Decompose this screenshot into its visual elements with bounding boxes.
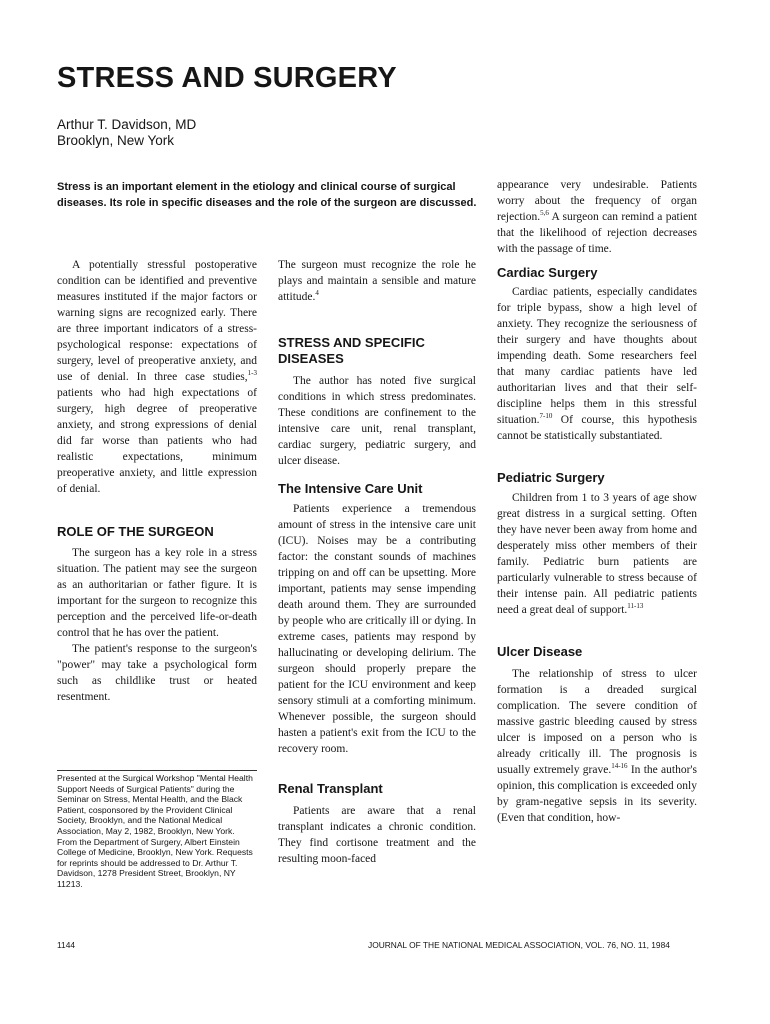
specific-paragraph: The author has noted five surgical conditions in which stress predominates. These conditions are confinement to the intensive care unit, renal transplant, cardiac surgery, pediatric surgery, and ulcer disease. xyxy=(278,375,476,467)
role-paragraph-1: The surgeon has a key role in a stress situation. The patient may see the surgeon as an authoritarian or father figure. It is important for the surgeon to recognize this perception and the perceived life-or-death control that he has over the patient. xyxy=(57,547,257,639)
citation: 7-10 xyxy=(539,412,553,421)
citation: 1-3 xyxy=(247,369,257,378)
column-3 xyxy=(497,177,697,826)
pediatric-paragraph: Children from 1 to 3 years of age show great distress in a surgical setting. Often they have never been away from home and desperately miss other members of their family. Pediatric burn patients are particularly vulnerable to stress because of their intense pain. All pediatric patients need a great deal of support.$^{11-13}$ xyxy=(497,492,697,616)
intro-paragraph: A potentially stressful postoperative condition can be identified and preventive measures instituted if the major factors or warning signs are recognized early. There are three important indicators of a stress-psychological response: expectations of surgery, level of preoperative anxiety, and use of denial. In three case studies,$^{1-3}$ patients who had high expectations of surgery, high degree of preoperative anxiety, and strong expressions of denial did far worse than patients who had realistic expectations, minimum preoperative anxiety, and little expression of denial. xyxy=(57,259,257,495)
section-heading-role: ROLE OF THE SURGEON xyxy=(57,524,214,539)
column-2 xyxy=(278,257,476,867)
subheading-cardiac: Cardiac Surgery xyxy=(497,265,598,280)
renal-continued-paragraph: appearance very undesirable. Patients worry about the frequency of organ rejection.$^{5,6}$ A surgeon can remind a patient that the likelihood of rejection decreases with the passage of time. xyxy=(497,179,697,255)
subheading-pediatric: Pediatric Surgery xyxy=(497,470,605,485)
journal-footer: JOURNAL OF THE NATIONAL MEDICAL ASSOCIATION, VOL. 76, NO. 11, 1984 xyxy=(368,940,670,950)
citation: 4 xyxy=(315,289,319,298)
icu-paragraph: Patients experience a tremendous amount of stress in the intensive care unit (ICU). Noises may be a contributing factor: the constant sounds of machines tripping on and off can be upsetting. More important, patients may sense impending death around them. They are surrounded by people who are critically ill or dying. In extreme cases, patients may respond by hallucinating or developing delirium. The surgeon should properly prepare the patient for the ICU environment and keep sensory stimuli at a comforting minimum. Whenever possible, the surgeon should hasten a patient's exit from the ICU to the recovery room. xyxy=(278,503,476,755)
continued-paragraph: The surgeon must recognize the role he plays and maintain a sensible and mature attitude.$^4$ xyxy=(278,259,476,303)
section-heading-specific-diseases: STRESS AND SPECIFIC DISEASES xyxy=(278,335,425,366)
author-location: Brooklyn, New York xyxy=(57,133,175,148)
article-title: STRESS AND SURGERY xyxy=(57,62,397,94)
page-number: 1144 xyxy=(57,940,76,950)
author-name: Arthur T. Davidson, MD xyxy=(57,117,197,132)
abstract: Stress is an important element in the etiology and clinical course of surgical diseases. Its role in specific diseases and the role of the surgeon are discussed. xyxy=(57,181,477,209)
renal-paragraph: Patients are aware that a renal transplant indicates a chronic condition. They find cortisone treatment and the resulting moon-faced xyxy=(278,805,476,865)
subheading-renal: Renal Transplant xyxy=(278,781,383,796)
cardiac-paragraph: Cardiac patients, especially candidates for triple bypass, show a high level of anxiety. They recognize the seriousness of their surgery and have thoughts about impending death. Some researchers feel that many cardiac patients have led authoritarian lives and that their self-discipline helps them in this stressful situation.$^{7-10}$ Of course, this hypothesis cannot be statistically substantiated. xyxy=(497,286,697,442)
citation: 11-13 xyxy=(627,602,644,611)
citation: 14-16 xyxy=(611,762,628,771)
ulcer-paragraph: The relationship of stress to ulcer formation is a dreaded surgical complication. The severe condition of massive gastric bleeding caused by stress ulcer is imposed on a person who is already critically ill. The prognosis is usually extremely grave.$^{14-16}$ In the author's opinion, this complication is exceeded only by gram-negative sepsis in its severity. (Even that condition, how- xyxy=(497,668,697,824)
subheading-icu: The Intensive Care Unit xyxy=(278,481,423,496)
footnote: Presented at the Surgical Workshop "Mental Health Support Needs of Surgical Patients" during the Seminar on Stress, Mental Health, and the Black Patient, cosponsored by the Provident Clinical Society, Brooklyn, and the National Medical Association, May 2, 1982, Brooklyn, New York. From the Department of Surgery, Albert Einstein College of Medicine, Brooklyn, New York. Requests for reprints should be addressed to Dr. Arthur T. Davidson, 1278 President Street, Brooklyn, NY 11213. xyxy=(57,770,257,890)
subheading-ulcer: Ulcer Disease xyxy=(497,644,583,659)
citation: 5,6 xyxy=(540,209,549,218)
column-1 xyxy=(57,257,257,705)
author-block xyxy=(57,117,196,149)
role-paragraph-2: The patient's response to the surgeon's "power" may take a psychological form such as childlike trust or heated resentment. xyxy=(57,643,257,703)
